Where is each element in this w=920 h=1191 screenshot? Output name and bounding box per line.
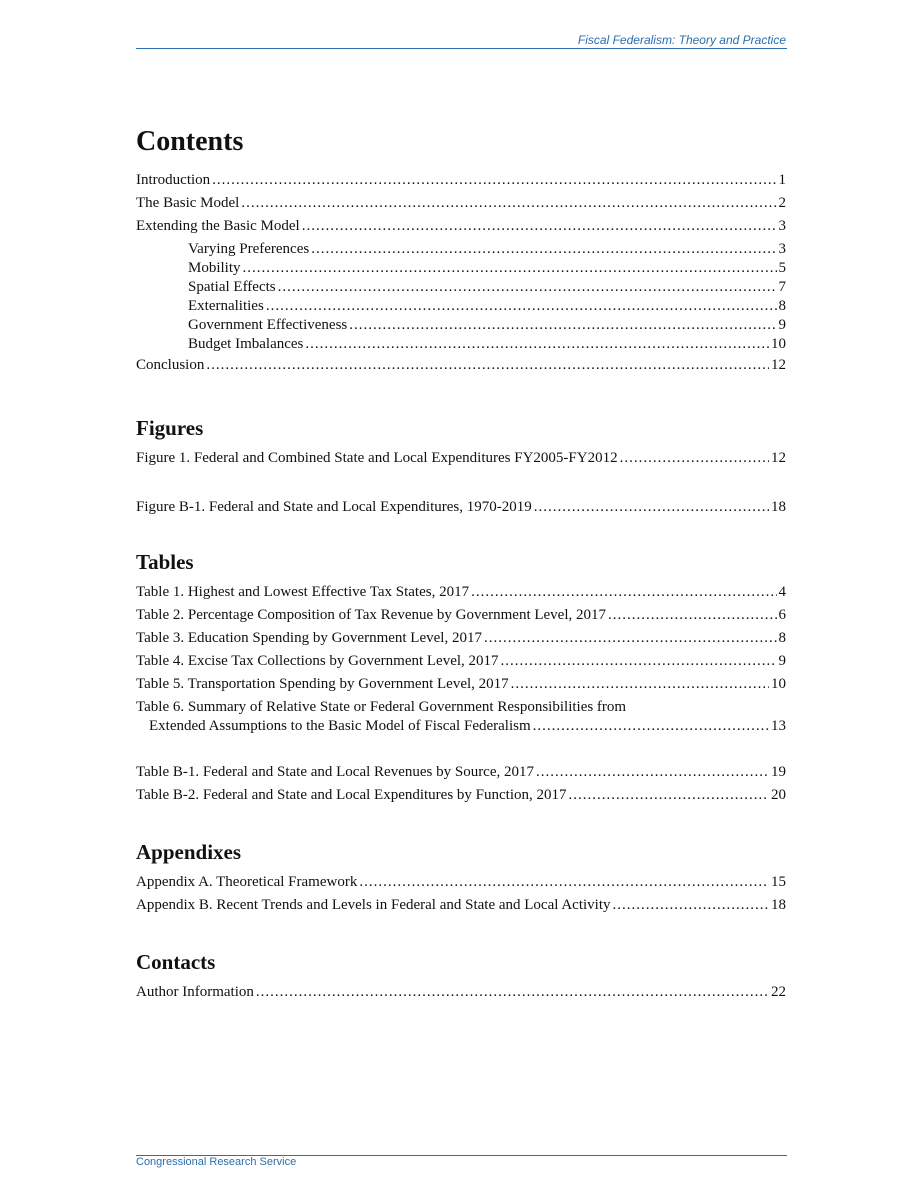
toc-page: 12 [771,450,786,466]
toc-page: 6 [778,607,786,623]
toc-label: Table 3. Education Spending by Government Level, 2017 [136,630,482,646]
contacts-list [136,983,786,1006]
toc-leader [534,498,769,517]
toc-leader [569,786,769,805]
toc-label: Appendix B. Recent Trends and Levels in Federal and State and Local Activity [136,897,611,913]
toc-leader [533,717,769,736]
toc-label: Table 5. Transportation Spending by Government Level, 2017 [136,676,509,692]
toc-page: 2 [778,195,786,211]
running-header-title: Fiscal Federalism: Theory and Practice [577,33,786,47]
toc-leader [241,194,776,213]
toc-label: Author Information [136,984,254,1000]
toc-entry-varying-preferences[interactable] [136,240,786,259]
toc-label-line1: Table 6. Summary of Relative State or Federal Government Responsibilities from [136,699,627,715]
toc-entry-conclusion[interactable] [136,356,786,379]
toc-entry-government-effectiveness[interactable] [136,316,786,335]
toc-entry-table-5[interactable] [136,675,786,698]
toc-leader [256,983,769,1002]
toc-label: Government Effectiveness [188,317,348,333]
toc-leader [266,297,777,316]
toc-label: Table B-2. Federal and State and Local Expenditures by Function, 2017 [136,787,567,803]
toc-label: Table B-1. Federal and State and Local Revenues by Source, 2017 [136,764,534,780]
toc-leader [608,606,776,625]
header-rule [136,48,787,49]
toc-entry-table-6[interactable] [136,698,786,736]
toc-page: 13 [771,718,786,734]
toc-entry-figure-b1[interactable] [136,498,786,521]
toc-label: Figure B-1. Federal and State and Local Expenditures, 1970-2019 [136,499,532,515]
toc-leader [620,449,769,468]
toc-entry-table-6-line2 [136,717,786,736]
figures-heading: Figures [136,416,204,440]
toc-entry-author-information[interactable] [136,983,786,1006]
toc-page: 8 [778,630,786,646]
appendixes-heading: Appendixes [136,840,242,864]
toc-entry-budget-imbalances[interactable] [136,335,786,356]
toc-leader [302,217,777,236]
toc-page: 9 [778,317,786,333]
toc-entry-basic-model[interactable] [136,194,786,217]
table-of-contents [136,124,786,1006]
toc-page: 10 [771,676,786,692]
toc-entry-extending-basic-model[interactable] [136,217,786,240]
toc-page: 12 [771,357,786,373]
toc-entry-table-2[interactable] [136,606,786,629]
toc-label: Conclusion [136,357,205,373]
toc-label: Table 4. Excise Tax Collections by Government Level, 2017 [136,653,499,669]
toc-entry-appendix-a[interactable] [136,873,786,896]
toc-label: Figure 1. Federal and Combined State and Local Expenditures FY2005-FY2012 [136,450,618,466]
toc-page: 18 [771,897,786,913]
toc-label-line2: Extended Assumptions to the Basic Model of Fiscal Federalism [149,718,531,734]
toc-leader [349,316,776,335]
tables-list [136,583,786,809]
toc-label: The Basic Model [136,195,240,211]
toc-page: 3 [778,218,786,234]
toc-leader [305,335,769,354]
toc-leader [536,763,769,782]
tables-heading: Tables [136,550,194,574]
toc-leader [484,629,777,648]
toc-leader [359,873,769,892]
toc-page: 18 [771,499,786,515]
toc-entry-table-3[interactable] [136,629,786,652]
toc-entry-introduction[interactable] [136,171,786,194]
toc-page: 20 [771,787,786,803]
toc-label: Appendix A. Theoretical Framework [136,874,358,890]
toc-entry-table-b2[interactable] [136,786,786,809]
toc-page: 7 [778,279,786,295]
toc-entry-mobility[interactable] [136,259,786,278]
toc-leader [311,240,776,259]
toc-entry-table-1[interactable] [136,583,786,606]
toc-page: 3 [778,241,786,257]
figures-list [136,449,786,521]
toc-leader [613,896,770,915]
toc-label: Varying Preferences [188,241,310,257]
toc-label: Externalities [188,298,264,314]
toc-page: 10 [771,336,786,352]
toc-entry-table-4[interactable] [136,652,786,675]
toc-page: 5 [778,260,786,276]
toc-entry-table-b1[interactable] [136,763,786,786]
toc-page: 1 [778,172,786,188]
contents-list [136,171,786,379]
toc-entry-externalities[interactable] [136,297,786,316]
toc-leader [511,675,769,694]
toc-page: 15 [771,874,786,890]
toc-entry-spatial-effects[interactable] [136,278,786,297]
toc-label: Mobility [188,260,241,276]
toc-label: Spatial Effects [188,279,276,295]
toc-label: Budget Imbalances [188,336,304,352]
toc-page: 19 [771,764,786,780]
toc-page: 9 [778,653,786,669]
contacts-heading: Contacts [136,950,216,974]
toc-entry-appendix-b[interactable] [136,896,786,919]
toc-page: 4 [778,584,786,600]
toc-page: 22 [771,984,786,1000]
toc-leader [212,171,776,190]
toc-page: 8 [778,298,786,314]
toc-label: Table 1. Highest and Lowest Effective Tax States, 2017 [136,584,470,600]
toc-leader [501,652,777,671]
toc-leader [471,583,776,602]
toc-label: Introduction [136,172,211,188]
toc-label: Extending the Basic Model [136,218,300,234]
toc-leader [243,259,777,278]
appendixes-list [136,873,786,919]
contents-heading: Contents [136,126,244,157]
footer-text: Congressional Research Service [136,1156,297,1168]
toc-entry-figure-1[interactable] [136,449,786,472]
toc-leader [206,356,769,375]
toc-label: Table 2. Percentage Composition of Tax Revenue by Government Level, 2017 [136,607,607,623]
toc-leader [278,278,777,297]
